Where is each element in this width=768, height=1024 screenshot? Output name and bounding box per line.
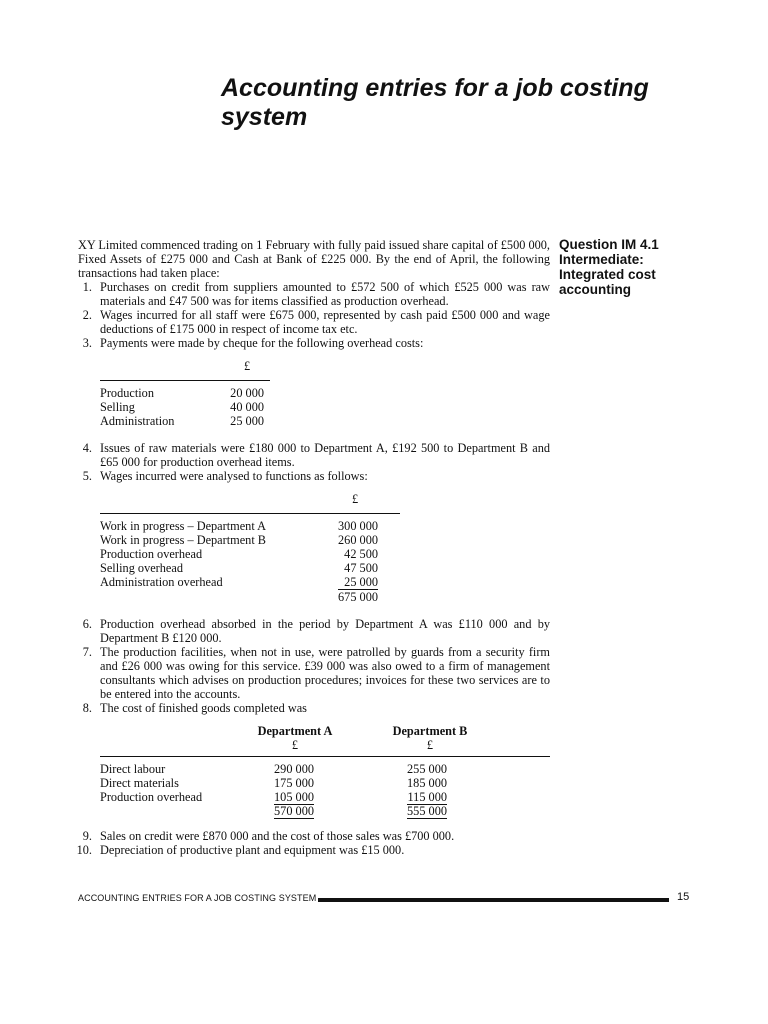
question-topic-line1: Integrated cost [559,267,656,282]
question-body [78,238,550,857]
table-row [100,519,400,533]
item-text: The production facilities, when not in use, were patrolled by guards from a security firm and £26 000 was owing for this service. £39 000 was also owed to a firm of management consultants which advises on production procedures; invoices for these two services are to be entered into the accounts. [100,645,550,701]
running-footer-title: ACCOUNTING ENTRIES FOR A JOB COSTING SYSTEM [78,893,317,903]
list-item [78,843,550,857]
item-number: 2. [82,308,92,322]
table-row [100,386,270,400]
item-text: Sales on credit were £870 000 and the cost of those sales was £700 000. [100,829,455,843]
item-text: The cost of finished goods completed was [100,701,307,715]
item-number: 8. [82,701,92,715]
row-value: 40 000 [230,400,264,414]
table-row [100,414,270,428]
list-item [78,308,550,336]
row-label: Production overhead [100,790,203,804]
finished-goods-table [100,724,550,819]
question-heading [559,237,719,297]
total-value: 675 000 [338,590,378,604]
list-item [78,280,550,308]
list-item [78,469,550,483]
item-number: 9. [82,829,92,843]
table-row [100,776,550,790]
row-value-b: 185 000 [407,776,447,790]
item-text: Wages incurred for all staff were £675 000, represented by cash paid £500 000 and wage deductions of £175 000 in respect of income tax etc. [100,308,550,336]
table-row [100,561,400,575]
row-value-a: 175 000 [274,776,314,790]
item-text: Production overhead absorbed in the period by Department A was £110 000 and by Department B £120 000. [100,617,550,645]
list-item [78,617,550,645]
item-text: Depreciation of productive plant and equipment was £15 000. [100,843,405,857]
list-item [78,701,550,715]
currency-header: £ [291,738,299,752]
row-value: 25 000 [344,575,378,589]
page-number: 15 [677,891,690,903]
total-value-a: 570 000 [274,804,314,818]
list-item [78,336,550,350]
question-level: Intermediate: [559,252,644,267]
row-value-b: 255 000 [407,762,447,776]
item-number: 1. [82,280,92,294]
table-row [100,533,400,547]
item-number: 6. [82,617,92,631]
row-value: 47 500 [344,561,378,575]
footer-rule [318,898,669,902]
page-footer [78,893,690,907]
row-label: Administration [100,414,175,428]
row-label: Direct labour [100,762,166,776]
currency-header: £ [352,492,359,506]
question-topic-line2: accounting [559,282,632,297]
table-row [100,547,400,561]
table-header-row [100,724,550,738]
table-total-row [100,589,400,605]
row-label: Selling [100,400,135,414]
item-text: Payments were made by cheque for the following overhead costs: [100,336,424,350]
table-rule [100,756,550,757]
list-item [78,829,550,843]
item-number: 4. [82,441,92,455]
row-value: 25 000 [230,414,264,428]
table-rule [100,380,270,381]
table-total-row [100,804,550,819]
row-label: Production overhead [100,547,203,561]
item-text: Issues of raw materials were £180 000 to Department A, £192 500 to Department B and £65 000 for production overhead items. [100,441,550,469]
total-value-b: 555 000 [407,804,447,818]
row-value: 20 000 [230,386,264,400]
wages-analysis-table [100,492,400,605]
row-value: 260 000 [338,533,378,547]
row-label: Administration overhead [100,575,223,589]
page-title: Accounting entries for a job costing system [221,74,649,131]
currency-header: £ [426,738,434,752]
item-text: Wages incurred were analysed to functions as follows: [100,469,368,483]
table-row [100,400,270,414]
list-item [78,645,550,701]
question-number: Question IM 4.1 [559,237,659,252]
table-currency-row [100,738,550,752]
row-label: Work in progress – Department A [100,519,267,533]
column-header-dept-b: Department B [392,724,468,738]
list-item [78,441,550,469]
currency-header: £ [244,359,251,373]
row-value-a: 290 000 [274,762,314,776]
row-label: Work in progress – Department B [100,533,267,547]
row-value: 300 000 [338,519,378,533]
row-label: Production [100,386,154,400]
table-row [100,762,550,776]
table-rule [100,513,400,514]
row-label: Direct materials [100,776,179,790]
row-label: Selling overhead [100,561,183,575]
item-number: 7. [82,645,92,659]
item-number: 5. [82,469,92,483]
table-row [100,790,550,804]
column-header-dept-a: Department A [257,724,333,738]
table-row [100,575,400,589]
item-number: 10. [76,843,92,857]
item-number: 3. [82,336,92,350]
item-text: Purchases on credit from suppliers amounted to £572 500 of which £525 000 was raw materials and £47 500 was for items classified as production overhead. [100,280,550,308]
row-value-b: 115 000 [407,790,447,804]
row-value-a: 105 000 [274,790,314,804]
row-value: 42 500 [344,547,378,561]
overhead-payments-table [100,359,270,428]
intro-paragraph: XY Limited commenced trading on 1 February with fully paid issued share capital of £500 000, Fixed Assets of £275 000 and Cash at Bank of £225 000. By the end of April, the following transactions had taken place: [78,238,550,280]
